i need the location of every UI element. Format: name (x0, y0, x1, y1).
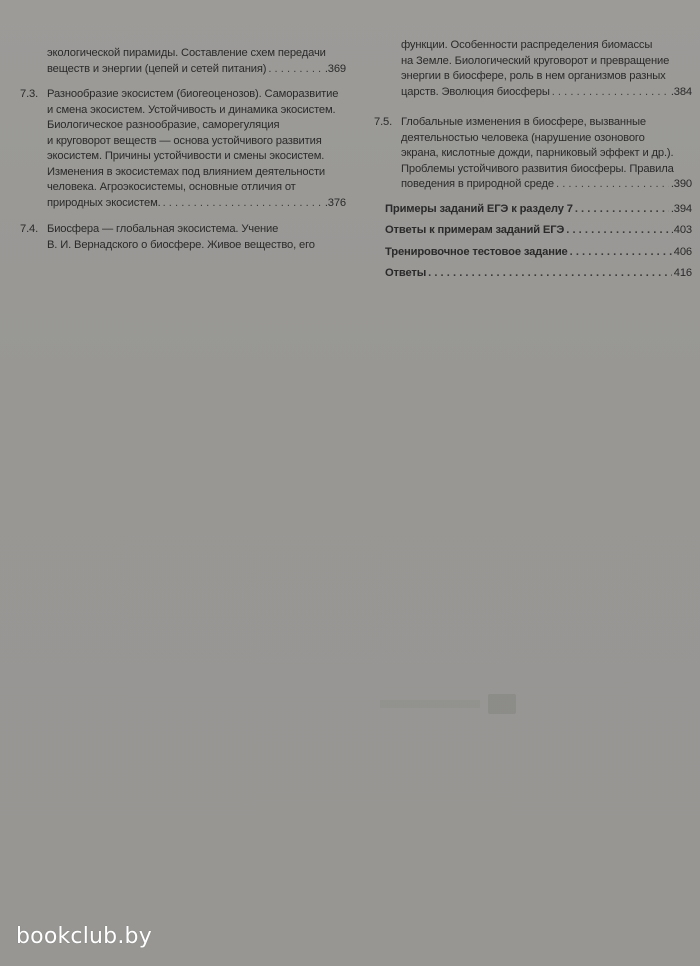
leader-dots (570, 245, 672, 261)
page-number: .394 (670, 202, 692, 215)
toc-leader-line (401, 85, 692, 101)
show-through-text (380, 700, 480, 708)
leader-dots (428, 266, 672, 282)
toc-line: Биосфера — глобальная экосистема. Учение (47, 223, 279, 235)
toc-line: человека. Агроэкосистемы, основные отличия от (47, 181, 296, 193)
toc-line: и круговорот веществ — основа устойчивого развития (47, 134, 322, 147)
leader-dots (575, 202, 669, 218)
toc-line: функции. Особенности распределения биомассы (401, 39, 653, 51)
toc-line: Глобальные изменения в биосфере, вызванные (401, 116, 646, 128)
toc-line: экрана, кислотные дожди, парниковый эффект и др.). (401, 147, 674, 159)
leader-dots (566, 223, 669, 239)
leader-dots (268, 62, 322, 78)
toc-bold-label: Ответы (385, 267, 427, 279)
toc-leader-line (47, 196, 346, 212)
toc-line: экосистем. Причины устойчивости и смены экосистем. (47, 150, 325, 162)
toc-line: и смена экосистем. Устойчивость и динамика экосистем. (47, 103, 336, 116)
toc-entry-exam-answers (374, 223, 692, 239)
toc-line: Биологическое разнообразие, саморегуляция (47, 119, 280, 131)
toc-line: Изменения в экосистемах под влиянием деятельности (47, 165, 326, 178)
toc-line: деятельностью человека (нарушение озонового (401, 131, 645, 144)
page-number: 406 (673, 245, 692, 258)
toc-entry-7-3 (20, 87, 346, 211)
section-number: 7.3. (20, 88, 39, 100)
toc-line: природных экосистем. (47, 196, 161, 209)
show-through-mark (488, 694, 516, 714)
toc-line: Проблемы устойчивого развития биосферы. Правила (401, 162, 674, 175)
toc-bold-label: Ответы к примерам заданий ЕГЭ (385, 224, 565, 236)
toc-entry-continued-left (20, 46, 346, 77)
leader-dots (556, 177, 669, 193)
toc-line: В. И. Вернадского о биосфере. Живое вещество, его (47, 238, 315, 251)
toc-line: Разнообразие экосистем (биогеоценозов). Саморазвитие (47, 88, 339, 100)
leader-dots (552, 85, 669, 101)
toc-line: поведения в природной среде (401, 178, 554, 190)
section-number: 7.4. (20, 223, 39, 235)
section-number: 7.5. (374, 116, 393, 128)
toc-entry-practice-test (374, 245, 692, 261)
toc-right-column (374, 0, 692, 282)
toc-bold-label: Примеры заданий ЕГЭ к разделу 7 (385, 202, 573, 215)
leader-dots (163, 196, 323, 212)
toc-entry-continued-right (374, 38, 692, 100)
page-number: .384 (670, 85, 692, 98)
toc-line: царств. Эволюция биосферы (401, 85, 550, 98)
toc-bold-label: Тренировочное тестовое задание (385, 245, 568, 258)
toc-line: энергии в биосфере, роль в нем организмов разных (401, 70, 666, 82)
toc-entry-answers (374, 266, 692, 282)
toc-entry-7-4 (20, 222, 346, 253)
page-number: .403 (670, 224, 692, 236)
watermark-logo: bookclub.by (16, 924, 152, 949)
toc-leader-line (47, 62, 346, 78)
toc-left-column (20, 0, 346, 253)
toc-leader-line (401, 177, 692, 193)
page-number: 416 (673, 267, 692, 279)
toc-entry-7-5 (374, 115, 692, 193)
page-number: .376 (324, 196, 346, 209)
page-number: .390 (670, 178, 692, 190)
toc-line: веществ и энергии (цепей и сетей питания) (47, 62, 267, 75)
toc-line: экологической пирамиды. Составление схем передачи (47, 47, 326, 59)
toc-entry-exam-examples (374, 202, 692, 218)
page-number: .369 (324, 62, 346, 75)
toc-line: на Земле. Биологический круговорот и превращение (401, 54, 670, 67)
